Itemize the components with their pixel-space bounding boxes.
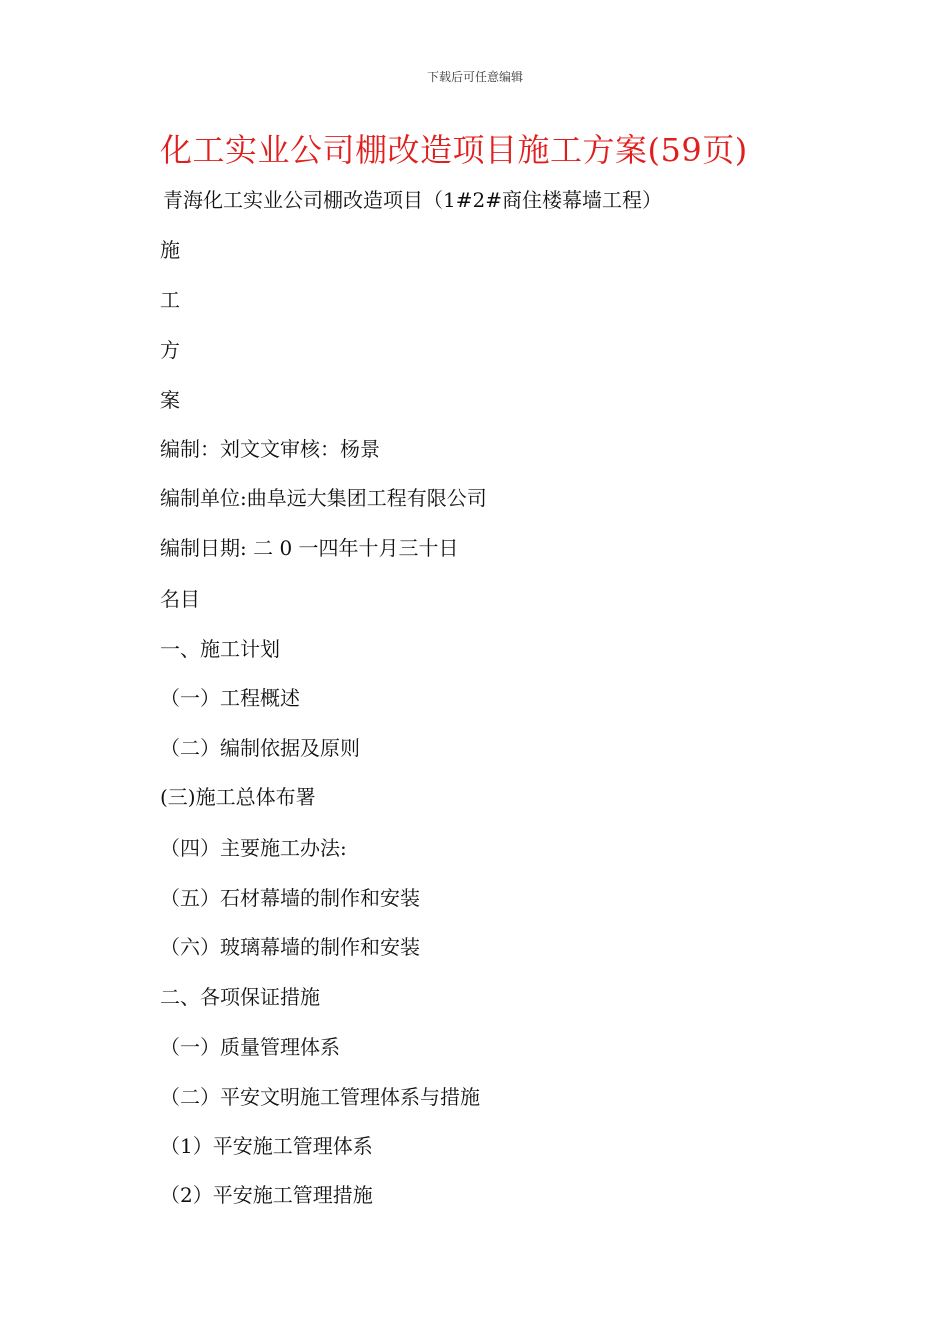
toc-item: 二、各项保证措施	[160, 985, 320, 1009]
toc-heading: 名目	[160, 587, 200, 611]
organization-line: 编制单位:曲阜远大集团工程有限公司	[160, 486, 487, 510]
date-line: 编制日期: 二 0 一四年十月三十日	[160, 536, 459, 560]
document-title: 化工实业公司棚改造项目施工方案(59页)	[160, 131, 748, 169]
vertical-title-char: 方	[160, 338, 180, 362]
toc-item: （六）玻璃幕墙的制作和安装	[160, 935, 420, 959]
toc-item: （二）编制依据及原则	[160, 736, 360, 760]
toc-item: （四）主要施工办法:	[160, 836, 347, 860]
vertical-title-char: 工	[160, 288, 180, 312]
toc-item: （一）工程概述	[160, 686, 300, 710]
document-subtitle: 青海化工实业公司棚改造项目（1#2#商住楼幕墙工程）	[163, 188, 662, 212]
toc-item: (三)施工总体布署	[160, 785, 316, 809]
header-note: 下载后可任意编辑	[426, 70, 523, 84]
toc-item: 一、施工计划	[160, 637, 280, 661]
toc-item: （1）平安施工管理体系	[160, 1134, 373, 1158]
authors-line: 编制：刘文文审核：杨景	[160, 437, 380, 461]
vertical-title-char: 施	[160, 238, 180, 262]
toc-item: （五）石材幕墙的制作和安装	[160, 886, 420, 910]
vertical-title-char: 案	[160, 388, 180, 412]
toc-item: （2）平安施工管理措施	[160, 1183, 373, 1207]
toc-item: （二）平安文明施工管理体系与措施	[160, 1085, 480, 1109]
toc-item: （一）质量管理体系	[160, 1035, 340, 1059]
